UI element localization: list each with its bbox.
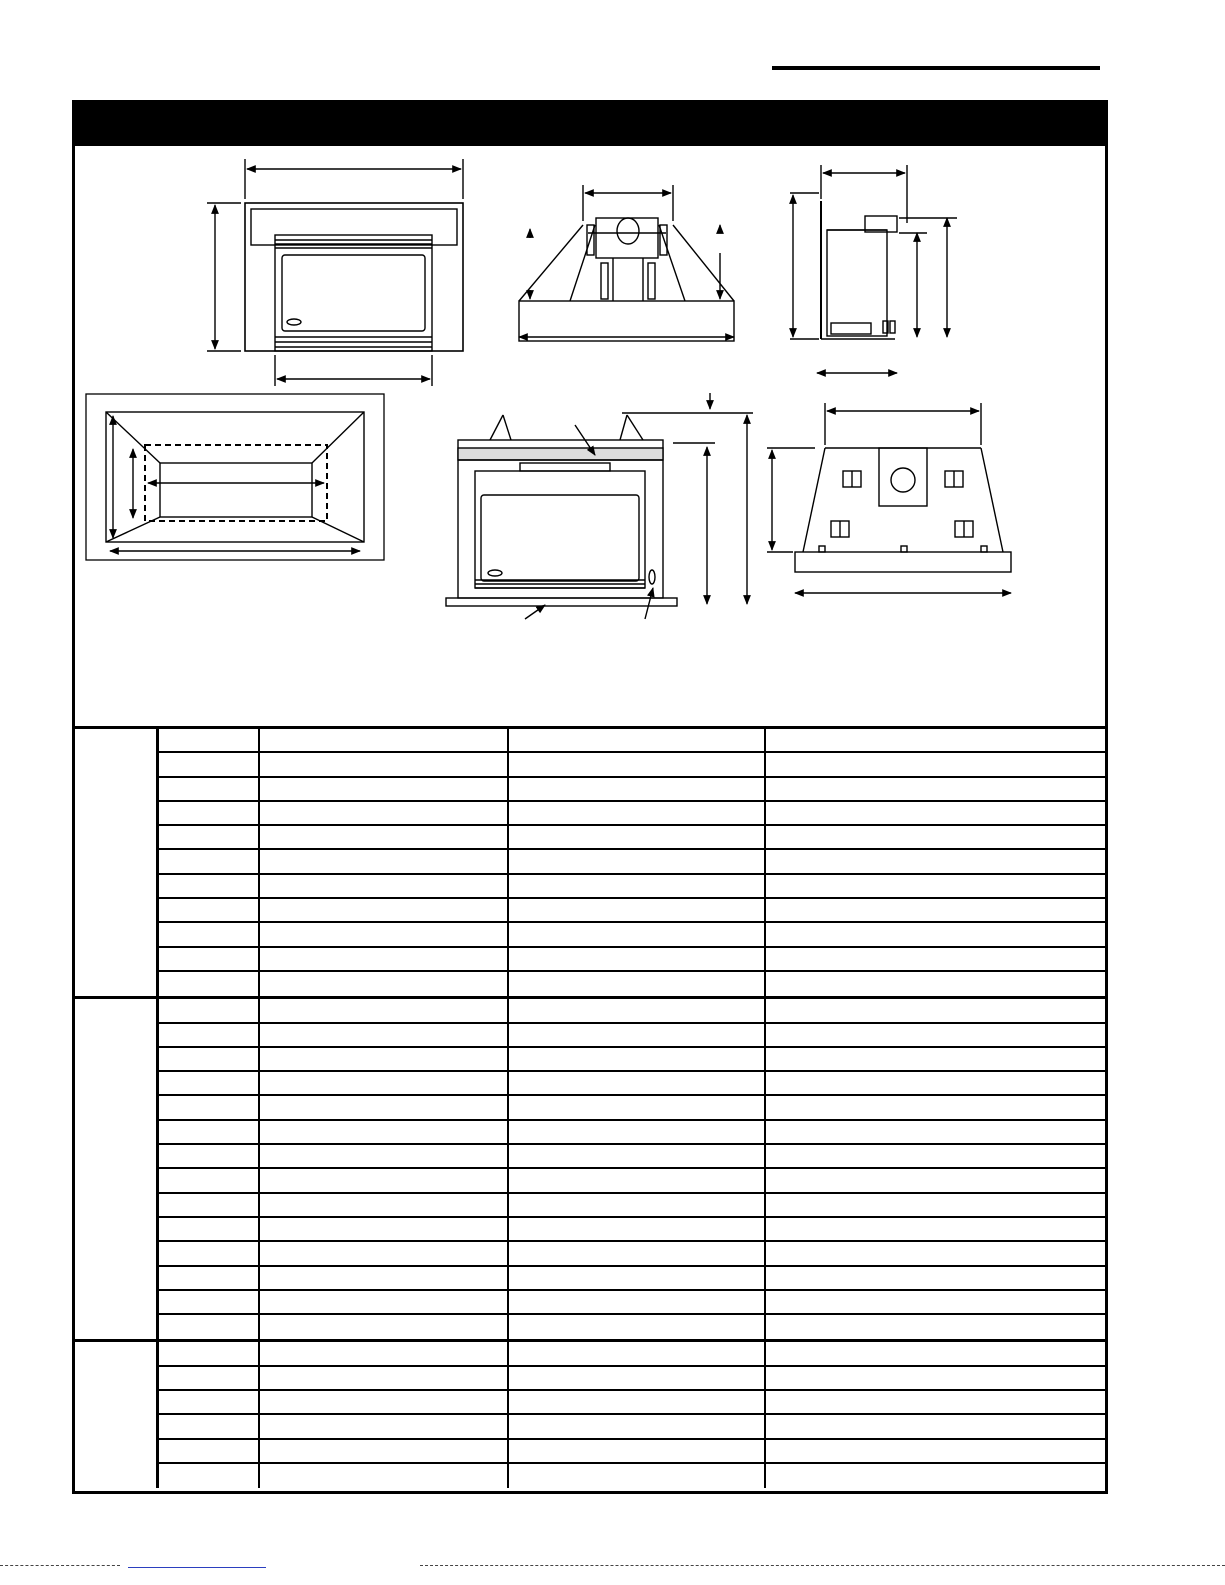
table-cell xyxy=(260,1072,509,1094)
table-cell xyxy=(159,1391,260,1413)
table-cell xyxy=(509,1342,766,1364)
table-cell xyxy=(509,1440,766,1462)
table-cell xyxy=(159,972,260,996)
table-cell xyxy=(159,999,260,1021)
table-cell xyxy=(260,729,509,751)
table-cell xyxy=(159,1440,260,1462)
table-cell xyxy=(260,850,509,872)
table-cell xyxy=(509,1194,766,1216)
table-cell xyxy=(159,1194,260,1216)
table-row xyxy=(159,948,1105,972)
table-cell xyxy=(159,850,260,872)
section-label xyxy=(75,999,159,1339)
table-row xyxy=(159,923,1105,947)
table-cell xyxy=(260,1267,509,1289)
table-cell xyxy=(159,1291,260,1313)
table-cell xyxy=(509,1169,766,1191)
table-row xyxy=(159,826,1105,850)
table-cell xyxy=(509,1291,766,1313)
table-cell xyxy=(159,875,260,897)
table-cell xyxy=(509,1267,766,1289)
table-cell xyxy=(159,948,260,970)
table-row xyxy=(159,1072,1105,1096)
table-cell xyxy=(260,948,509,970)
table-row xyxy=(159,1342,1105,1366)
table-row xyxy=(159,729,1105,753)
table-cell xyxy=(509,1024,766,1046)
table-row xyxy=(159,1415,1105,1439)
table-cell xyxy=(159,1121,260,1143)
table-cell xyxy=(766,802,1105,824)
table-cell xyxy=(159,1367,260,1389)
table-cell xyxy=(509,1096,766,1118)
table-cell xyxy=(159,1342,260,1364)
table-row xyxy=(159,802,1105,826)
table-cell xyxy=(260,1315,509,1339)
table-cell xyxy=(509,923,766,945)
table-cell xyxy=(260,923,509,945)
table-cell xyxy=(509,826,766,848)
table-row xyxy=(159,850,1105,874)
table-cell xyxy=(509,1242,766,1264)
table-row xyxy=(159,1464,1105,1488)
table-cell xyxy=(766,999,1105,1021)
table-row xyxy=(159,899,1105,923)
table-row xyxy=(159,1096,1105,1120)
table-cell xyxy=(260,1415,509,1437)
table-cell xyxy=(260,1242,509,1264)
table-cell xyxy=(159,1024,260,1046)
table-cell xyxy=(509,1145,766,1167)
installed-view-drawing xyxy=(446,393,753,619)
table-cell xyxy=(260,1342,509,1364)
table-cell xyxy=(260,899,509,921)
table-cell xyxy=(260,1218,509,1240)
table-cell xyxy=(509,875,766,897)
table-cell xyxy=(766,1464,1105,1488)
table-cell xyxy=(159,1048,260,1070)
table-cell xyxy=(509,753,766,775)
opening-view-drawing xyxy=(86,394,384,560)
table-cell xyxy=(766,1342,1105,1364)
table-cell xyxy=(159,923,260,945)
table-cell xyxy=(159,899,260,921)
table-cell xyxy=(260,1024,509,1046)
table-cell xyxy=(766,1048,1105,1070)
table-cell xyxy=(766,729,1105,751)
table-cell xyxy=(159,1145,260,1167)
table-cell xyxy=(260,1121,509,1143)
table-cell xyxy=(509,1391,766,1413)
table-cell xyxy=(159,1464,260,1488)
side-view-drawing xyxy=(790,165,957,373)
top-view-drawing xyxy=(519,185,734,341)
table-row xyxy=(159,1367,1105,1391)
table-cell xyxy=(509,1218,766,1240)
table-cell xyxy=(260,1145,509,1167)
table-row xyxy=(159,1391,1105,1415)
table-cell xyxy=(766,1024,1105,1046)
table-cell xyxy=(509,1048,766,1070)
dimension-drawings xyxy=(75,103,1105,726)
table-cell xyxy=(766,1072,1105,1094)
footer-bar xyxy=(0,1556,1225,1570)
table-cell xyxy=(260,1367,509,1389)
table-cell xyxy=(766,850,1105,872)
table-cell xyxy=(766,875,1105,897)
table-section xyxy=(75,1339,1105,1488)
footer-divider xyxy=(0,1565,120,1567)
table-cell xyxy=(159,778,260,800)
table-cell xyxy=(260,1291,509,1313)
table-cell xyxy=(509,899,766,921)
table-cell xyxy=(766,1242,1105,1264)
table-cell xyxy=(260,1194,509,1216)
table-cell xyxy=(766,972,1105,996)
table-cell xyxy=(766,899,1105,921)
table-row xyxy=(159,1145,1105,1169)
table-cell xyxy=(260,1096,509,1118)
table-cell xyxy=(766,753,1105,775)
table-cell xyxy=(766,1391,1105,1413)
table-cell xyxy=(509,729,766,751)
table-cell xyxy=(159,1169,260,1191)
table-row xyxy=(159,1291,1105,1315)
table-cell xyxy=(509,948,766,970)
footer-divider-right xyxy=(420,1565,1225,1567)
table-cell xyxy=(260,826,509,848)
table-section xyxy=(75,996,1105,1339)
table-row xyxy=(159,1242,1105,1266)
table-cell xyxy=(509,778,766,800)
table-row xyxy=(159,1121,1105,1145)
table-cell xyxy=(766,1315,1105,1339)
table-row xyxy=(159,1048,1105,1072)
table-cell xyxy=(766,1194,1105,1216)
table-cell xyxy=(509,1415,766,1437)
table-cell xyxy=(509,972,766,996)
table-cell xyxy=(509,1464,766,1488)
table-cell xyxy=(260,1391,509,1413)
table-cell xyxy=(766,1121,1105,1143)
table-cell xyxy=(260,778,509,800)
table-cell xyxy=(159,802,260,824)
table-cell xyxy=(159,826,260,848)
table-row xyxy=(159,1218,1105,1242)
table-cell xyxy=(766,1291,1105,1313)
table-cell xyxy=(766,1145,1105,1167)
table-cell xyxy=(260,1048,509,1070)
table-row xyxy=(159,1440,1105,1464)
table-cell xyxy=(766,1415,1105,1437)
table-cell xyxy=(509,1367,766,1389)
table-cell xyxy=(766,1218,1105,1240)
table-cell xyxy=(159,1415,260,1437)
table-cell xyxy=(766,1169,1105,1191)
table-cell xyxy=(260,802,509,824)
table-cell xyxy=(159,1267,260,1289)
table-cell xyxy=(260,1440,509,1462)
table-cell xyxy=(159,1072,260,1094)
table-row xyxy=(159,753,1105,777)
table-cell xyxy=(159,753,260,775)
table-cell xyxy=(159,1315,260,1339)
table-cell xyxy=(766,948,1105,970)
section-label xyxy=(75,729,159,996)
table-row xyxy=(159,972,1105,996)
table-section xyxy=(75,726,1105,996)
spec-sheet-frame xyxy=(72,100,1108,1494)
table-cell xyxy=(260,999,509,1021)
table-row xyxy=(159,1267,1105,1291)
table-cell xyxy=(509,1315,766,1339)
footer-link[interactable] xyxy=(128,1567,266,1568)
table-cell xyxy=(509,850,766,872)
table-row xyxy=(159,999,1105,1023)
table-cell xyxy=(260,1464,509,1488)
rear-view-drawing xyxy=(767,403,1011,593)
table-cell xyxy=(766,923,1105,945)
table-cell xyxy=(260,875,509,897)
table-row xyxy=(159,1315,1105,1339)
table-cell xyxy=(766,1440,1105,1462)
table-cell xyxy=(260,972,509,996)
table-cell xyxy=(509,1072,766,1094)
table-cell xyxy=(159,1218,260,1240)
table-cell xyxy=(260,753,509,775)
table-row xyxy=(159,778,1105,802)
table-row xyxy=(159,875,1105,899)
table-cell xyxy=(766,1096,1105,1118)
specifications-table xyxy=(75,726,1105,1488)
table-row xyxy=(159,1169,1105,1193)
table-cell xyxy=(766,778,1105,800)
table-row xyxy=(159,1194,1105,1218)
table-row xyxy=(159,1024,1105,1048)
table-cell xyxy=(509,999,766,1021)
section-label xyxy=(75,1342,159,1488)
table-cell xyxy=(766,826,1105,848)
table-cell xyxy=(509,1121,766,1143)
front-view-drawing xyxy=(207,159,463,386)
table-cell xyxy=(766,1267,1105,1289)
table-cell xyxy=(159,1242,260,1264)
table-cell xyxy=(260,1169,509,1191)
table-cell xyxy=(159,1096,260,1118)
header-rule xyxy=(772,66,1100,70)
table-cell xyxy=(766,1367,1105,1389)
table-cell xyxy=(159,729,260,751)
table-cell xyxy=(509,802,766,824)
